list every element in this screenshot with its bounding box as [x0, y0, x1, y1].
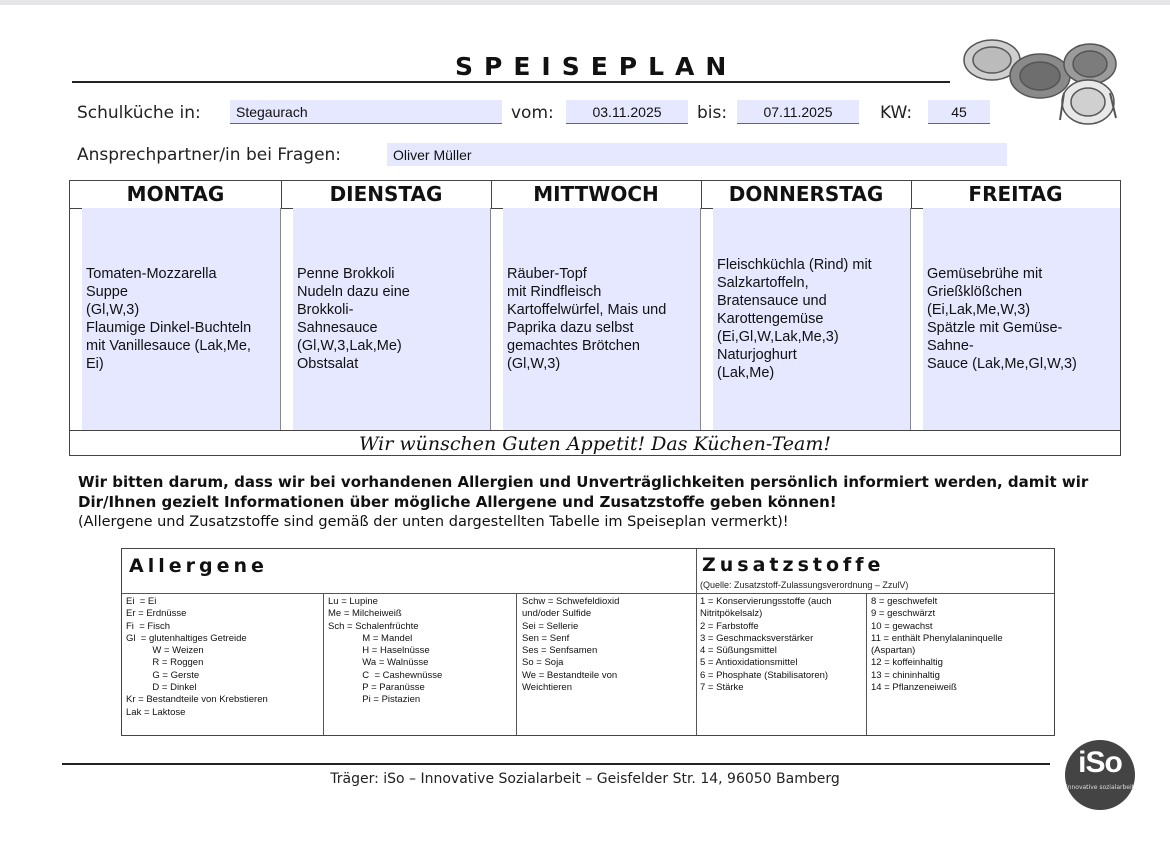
additives-column-2: 8 = geschwefelt 9 = geschwärzt 10 = gewachst 11 = enthält Phenylalaninquelle (Aspartan) 12 = koffeinhaltig 13 = chininhaltig 14 = Pflanzeneiweiß [871, 596, 1003, 694]
top-bar [0, 0, 1170, 5]
table-divider [696, 549, 697, 735]
contact-field[interactable]: Oliver Müller [387, 143, 1007, 166]
day-header-friday: FREITAG [911, 181, 1120, 209]
kitchen-label: Schulküche in: [77, 103, 201, 123]
header-divider [701, 181, 702, 208]
from-label: vom: [511, 103, 554, 123]
allergens-column-1: Ei = Ei Er = Erdnüsse Fi = Fisch Gl = glutenhaltiges Getreide W = Weizen R = Roggen G = Gerste D = Dinkel Kr = Bestandteile von Krebstieren Lak = Laktose [126, 596, 268, 718]
kw-field[interactable]: 45 [928, 100, 990, 124]
day-cell-monday [70, 208, 281, 430]
day-cell-friday [911, 208, 1120, 430]
menu-text-wednesday: Räuber-Topf mit Rindfleisch Kartoffelwürfel, Mais und Paprika dazu selbst gemachtes Brötchen (Gl,W,3) [507, 266, 667, 372]
table-divider [866, 593, 867, 735]
day-header-monday: MONTAG [70, 181, 281, 209]
greeting-text: Wir wünschen Guten Appetit! Das Küchen-Team! [70, 430, 1120, 457]
day-cell-wednesday [491, 208, 701, 430]
day-header-thursday: DONNERSTAG [701, 181, 911, 209]
table-divider [122, 593, 1054, 594]
additives-title: Zusatzstoffe [702, 554, 885, 576]
menu-text-tuesday: Penne Brokkoli Nudeln dazu eine Brokkoli- Sahnesauce (Gl,W,3,Lak,Me) Obstsalat [297, 266, 410, 372]
header-divider [281, 181, 282, 208]
table-divider [516, 593, 517, 735]
day-header-wednesday: MITTWOCH [491, 181, 701, 209]
additives-column-1: 1 = Konservierungsstoffe (auch Nitritpökelsalz) 2 = Farbstoffe 3 = Geschmacksverstärker 4 = Süßungsmittel 5 = Antioxidationsmittel 6 = Phosphate (Stabilisatoren) 7 = Stärke [700, 596, 832, 694]
iso-logo [1065, 740, 1135, 810]
footer-line [62, 763, 1050, 765]
day-cell-tuesday [281, 208, 491, 430]
footer-text: Träger: iSo – Innovative Sozialarbeit – Geisfelder Str. 14, 96050 Bamberg [330, 771, 840, 787]
menu-text-monday: Tomaten-Mozzarella Suppe (Gl,W,3) Flaumige Dinkel-Buchteln mit Vanillesauce (Lak,Me, Ei) [86, 266, 252, 372]
weekly-menu-table [69, 180, 1121, 456]
day-cell-thursday [701, 208, 911, 430]
from-date-field[interactable]: 03.11.2025 [566, 100, 688, 124]
additives-source: (Quelle: Zusatzstoff-Zulassungsverordnung – ZzulV) [700, 580, 909, 590]
kw-label: KW: [880, 103, 913, 123]
allergens-title: Allergene [129, 555, 268, 577]
to-date-field[interactable]: 07.11.2025 [737, 100, 859, 124]
to-label: bis: [697, 103, 728, 123]
allergens-column-2: Lu = Lupine Me = Milcheiweiß Sch = Schalenfrüchte M = Mandel H = Haselnüsse Wa = Walnüsse C = Cashewnüsse P = Paranüsse Pi = Pistazien [328, 596, 443, 706]
allergens-column-3: Schw = Schwefeldioxid und/oder Sulfide Sei = Sellerie Sen = Senf Ses = Senfsamen So = Soja We = Bestandteile von Weichtieren [522, 596, 620, 694]
table-divider [323, 593, 324, 735]
allergen-table [121, 548, 1055, 736]
title-underline [72, 81, 950, 83]
page-title: SPEISEPLAN [455, 52, 738, 81]
menu-text-friday: Gemüsebrühe mit Grießklößchen (Ei,Lak,Me,W,3) Spätzle mit Gemüse- Sahne- Sauce (Lak,Me,Gl,W,3) [927, 266, 1077, 372]
header-divider [911, 181, 912, 208]
logo-text: iSo [1078, 746, 1122, 779]
menu-text-thursday: Fleischküchla (Rind) mit Salzkartoffeln, Bratensauce und Karottengemüse (Ei,Gl,W,Lak,Me,3) Naturjoghurt (Lak,Me) [717, 257, 872, 381]
kitchen-field[interactable]: Stegaurach [230, 100, 502, 124]
day-header-tuesday: DIENSTAG [281, 181, 491, 209]
allergy-notice: Wir bitten darum, dass wir bei vorhandenen Allergien und Unverträglichkeiten persönlich informiert werden, damit wir Dir/Ihnen gezielt Informationen über mögliche Allergene und Zusatzstoffe geben können! [78, 473, 1089, 511]
logo-subtext: innovative sozialarbeit [1066, 784, 1134, 791]
allergy-notice-note: (Allergene und Zusatzstoffe sind gemäß der unten dargestellten Tabelle im Speiseplan vermerkt)! [78, 514, 789, 530]
header-divider [491, 181, 492, 208]
contact-label: Ansprechpartner/in bei Fragen: [77, 145, 342, 165]
